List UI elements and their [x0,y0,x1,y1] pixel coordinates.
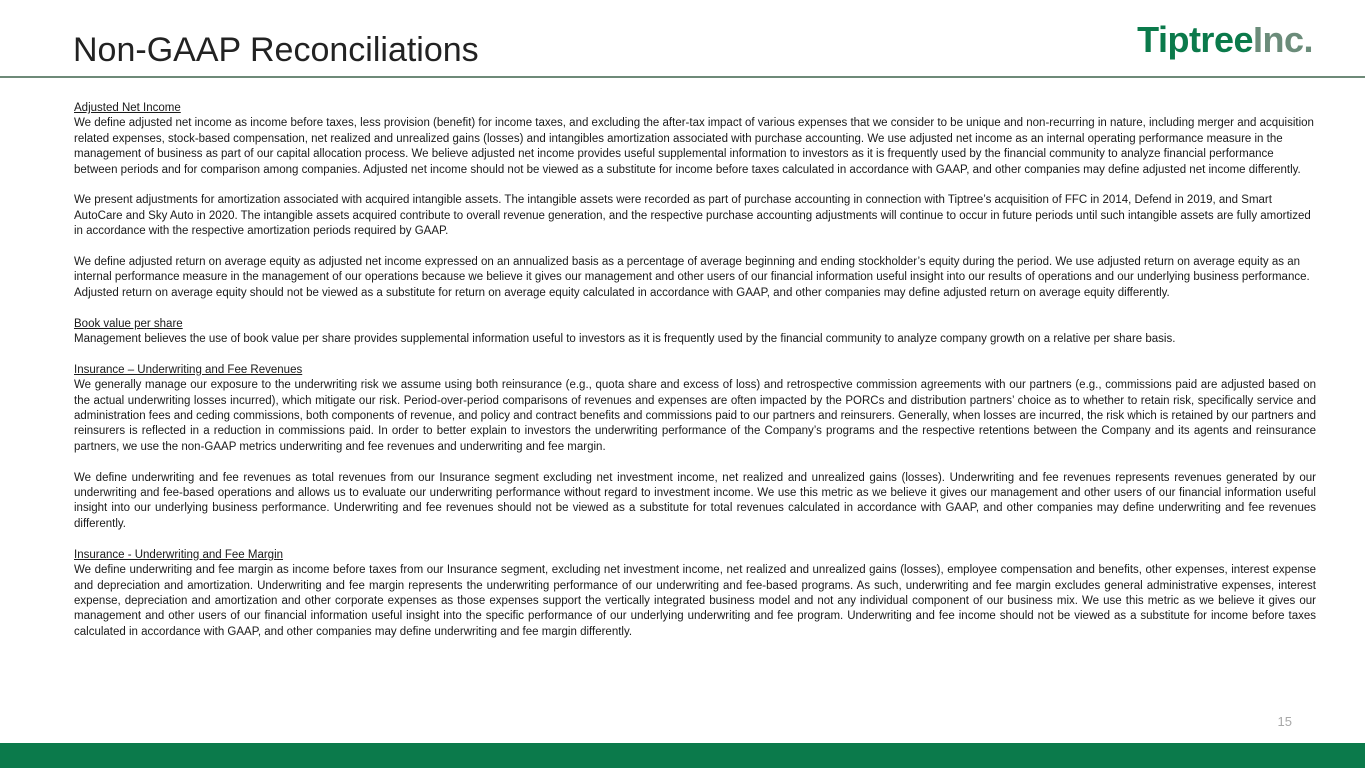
section-book-value [74,317,1316,348]
page-title: Non-GAAP Reconciliations [73,31,479,69]
footer-bar [0,743,1365,768]
page-number: 15 [1277,714,1292,729]
section-adjusted-net-income [74,101,1316,301]
paragraph: We define underwriting and fee revenues as total revenues from our Insurance segment excluding net investment income, net realized and unrealized gains (losses). Underwriting and fee revenues represents revenues generated by our underwriting and fee-based operations and allows us to evaluate our underwriting performance without regard to investment income. We use this metric as we believe it gives our management and other users of our financial information useful insight into our underlying business performance. Underwriting and fee revenues should not be viewed as a substitute for total revenues calculated in accordance with GAAP, and other companies may define underwriting and fee revenues differently. [74,471,1316,530]
logo-text-tiptree: Tiptree [1137,19,1253,60]
tiptree-logo [1137,19,1313,60]
section-heading: Adjusted Net Income [74,102,181,114]
paragraph: We define adjusted return on average equity as adjusted net income expressed on an annualized basis as a percentage of average beginning and ending stockholder’s equity during the period. We use adjusted return on average equity as an internal performance measure in the management of our operations because we believe it gives our management and other users of our financial information useful insight into our results of operations and our underlying business performance. Adjusted return on average equity should not be viewed as a substitute for return on average equity calculated in accordance with GAAP, and other companies may define adjusted return on average equity differently. [74,256,1310,299]
header-divider [0,76,1365,78]
section-insurance-margin [74,548,1316,640]
paragraph: We present adjustments for amortization associated with acquired intangible assets. The intangible assets were recorded as part of purchase accounting in connection with Tiptree’s acquisition of FFC in 2014, Defend in 2019, and Smart AutoCare and Sky Auto in 2020. The intangible assets acquired contribute to overall revenue generation, and the respective purchase accounting adjustments will continue to occur in future periods until such intangible assets are fully amortized in accordance with the respective amortization periods required by GAAP. [74,194,1311,238]
section-heading: Insurance - Underwriting and Fee Margin [74,548,284,561]
section-heading: Insurance – Underwriting and Fee Revenues [74,363,303,376]
paragraph: Management believes the use of book value per share provides supplemental information useful to investors as it is frequently used by the financial community to analyze company growth on a relative per share basis. [74,333,1176,346]
logo-text-inc: Inc. [1252,19,1313,60]
paragraph: We define underwriting and fee margin as income before taxes from our Insurance segment, excluding net investment income, net realized and unrealized gains (losses), employee compensation and benefits, other expenses, interest expense and depreciation and amortization. Underwriting and fee margin represents the underwriting performance of our underwriting and fee-based programs. As such, underwriting and fee margin excludes general administrative expenses, interest expense, depreciation and amortization and other corporate expenses as those expenses support the vertically integrated business model and not any individual component of our business mix. We use this metric as we believe it gives our management and other users of our financial information useful insight into the specific performance of our underlying underwriting and fee program. Underwriting and fee income should not be viewed as a substitute for income before taxes calculated in accordance with GAAP, and other companies may define underwriting and fee margin differently. [74,564,1316,638]
section-insurance-revenues [74,363,1316,532]
section-heading: Book value per share [74,317,183,330]
paragraph: We define adjusted net income as income before taxes, less provision (benefit) for income taxes, and excluding the after-tax impact of various expenses that we consider to be unique and non-recurring in nature, including merger and acquisition related expenses, stock-based compensation, net realized and unrealized gains (losses) and intangibles amortization associated with purchase accounting. We use adjusted net income as an internal operating performance measure in the management of business as part of our capital allocation process. We believe adjusted net income provides useful supplemental information to investors as it is frequently used by the financial community to analyze financial performance between periods and for comparison among companies. Adjusted net income should not be viewed as a substitute for income before taxes calculated in accordance with GAAP, and other companies may define adjusted net income differently. [74,117,1314,176]
paragraph: We generally manage our exposure to the underwriting risk we assume using both reinsurance (e.g., quota share and excess of loss) and retrospective commission agreements with our partners (e.g., commissions paid are adjusted based on the actual underwriting losses incurred), which mitigate our risk. Period-over-period comparisons of revenues and expenses are often impacted by the PORCs and distribution partners’ choice as to whether to retain risk, specifically service and administration fees and ceding commissions, both components of revenue, and policy and contract benefits and commissions paid to our partners and reinsurers. Generally, when losses are incurred, the risk which is retained by our partners and reinsurers is reflected in a reduction in commissions paid. In order to better explain to investors the underwriting performance of the Company’s programs and the respective retentions between the Company and its agents and reinsurance partners, we use the non-GAAP metrics underwriting and fee revenues and underwriting and fee margin. [74,379,1316,453]
slide-body [74,101,1316,640]
